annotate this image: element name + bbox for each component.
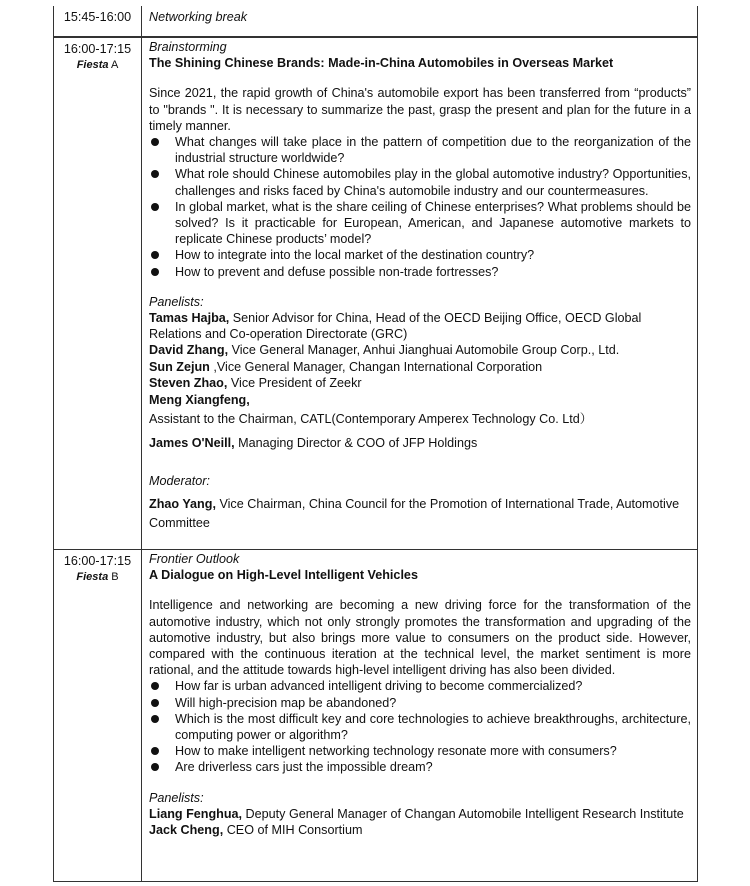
room-name: Fiesta <box>76 571 109 583</box>
panelists-label: Panelists: <box>149 294 204 309</box>
session-cell <box>149 551 691 838</box>
session-title: The Shining Chinese Brands: Made-in-China Automobiles in Overseas Market <box>149 56 614 71</box>
time-label: 16:00-17:15 <box>63 554 132 568</box>
panelist: Tamas Hajba, Senior Advisor for China, Head of the OECD Beijing Office, OECD Global Relations and Co-operation Directorate (GRC) <box>149 311 642 342</box>
bullet-icon <box>151 170 159 178</box>
bullet-icon <box>151 763 159 771</box>
list-item: How far is urban advanced intelligent driving to become commercialized? <box>149 678 691 694</box>
moderator: Zhao Yang, Vice Chairman, China Council for the Promotion of International Trade, Automotive Committee <box>149 497 680 531</box>
list-item: How to prevent and defuse possible non-trade fortresses? <box>149 264 691 280</box>
bullet-icon <box>151 699 159 707</box>
agenda-row-fiesta-b <box>54 550 697 881</box>
session-title: Networking break <box>149 10 247 24</box>
bullet-icon <box>151 268 159 276</box>
bullet-icon <box>151 747 159 755</box>
bullet-icon <box>151 682 159 690</box>
session-title: A Dialogue on High-Level Intelligent Vehicles <box>149 568 418 583</box>
bullet-icon <box>151 203 159 211</box>
room-label <box>54 569 141 585</box>
question-list <box>149 134 691 280</box>
time-cell <box>54 550 142 881</box>
session-tag: Brainstorming <box>149 40 227 54</box>
panelist: Meng Xiangfeng, Assistant to the Chairman, CATL(Contemporary Amperex Technology Co. Ltd） <box>149 393 593 427</box>
question-list <box>149 678 691 775</box>
agenda-row-break <box>54 6 697 38</box>
room-letter: B <box>111 571 119 583</box>
room-name: Fiesta <box>76 59 109 71</box>
room-letter: A <box>110 59 119 71</box>
list-item: What role should Chinese automobiles play in the global automotive industry? Opportunities, challenges and risks faced by China's automobile industry and our countermeasures. <box>149 166 691 198</box>
bullet-icon <box>151 251 159 259</box>
list-item: How to integrate into the local market of the destination country? <box>149 247 691 263</box>
list-item: Are driverless cars just the impossible dream? <box>149 759 691 775</box>
time-cell <box>54 38 142 549</box>
list-item: How to make intelligent networking technology resonate more with consumers? <box>149 743 691 759</box>
list-item: What changes will take place in the pattern of competition due to the reorganization of the industrial structure worldwide? <box>149 134 691 166</box>
session-tag: Frontier Outlook <box>149 552 240 566</box>
session-intro: Since 2021, the rapid growth of China's automobile export has been transferred from “products” to "brands ". It is necessary to summarize the past, grasp the present and plan for the future in a timely manner. <box>149 86 691 133</box>
list-item: Will high-precision map be abandoned? <box>149 695 691 711</box>
panelist: Steven Zhao, Vice President of Zeekr <box>149 375 362 390</box>
panelists-label: Panelists: <box>149 790 204 805</box>
panelist: James O'Neill, Managing Director & COO of JFP Holdings <box>149 436 478 451</box>
agenda-row-fiesta-a <box>54 38 697 550</box>
time-label: 16:00-17:15 <box>63 42 132 56</box>
bullet-icon <box>151 138 159 146</box>
time-label: 15:45-16:00 <box>63 10 132 24</box>
list-item: In global market, what is the share ceiling of Chinese enterprises? What problems should be solved? Is it practicable for European, American, and Japanese automotive markets to replicate Chinese products’ model? <box>149 199 691 248</box>
panelist: David Zhang, Vice General Manager, Anhui Jianghuai Automobile Group Corp., Ltd. <box>149 343 620 358</box>
panelist: Jack Cheng, CEO of MIH Consortium <box>149 823 363 838</box>
agenda-table <box>53 6 698 882</box>
session-cell <box>149 39 691 533</box>
room-label <box>54 57 141 73</box>
moderator-label: Moderator: <box>149 474 210 489</box>
list-item: Which is the most difficult key and core technologies to achieve breakthroughs, architecture, computing power or algorithm? <box>149 711 691 743</box>
time-cell <box>54 6 142 36</box>
session-cell <box>149 9 691 25</box>
bullet-icon <box>151 715 159 723</box>
panelist: Liang Fenghua, Deputy General Manager of Changan Automobile Intelligent Research Institute <box>149 806 684 821</box>
panelist: Sun Zejun ,Vice General Manager, Changan International Corporation <box>149 359 543 374</box>
session-intro: Intelligence and networking are becoming a new driving force for the transformation of the automotive industry, which not only strongly promotes the transformation and upgrading of the automotive industry, but also brings more value to consumers on the product side. However, compared with the continuous iteration at the technical level, the market sentiment is more rational, and the attitude towards high-level intelligent driving has also been divided. <box>149 598 691 678</box>
